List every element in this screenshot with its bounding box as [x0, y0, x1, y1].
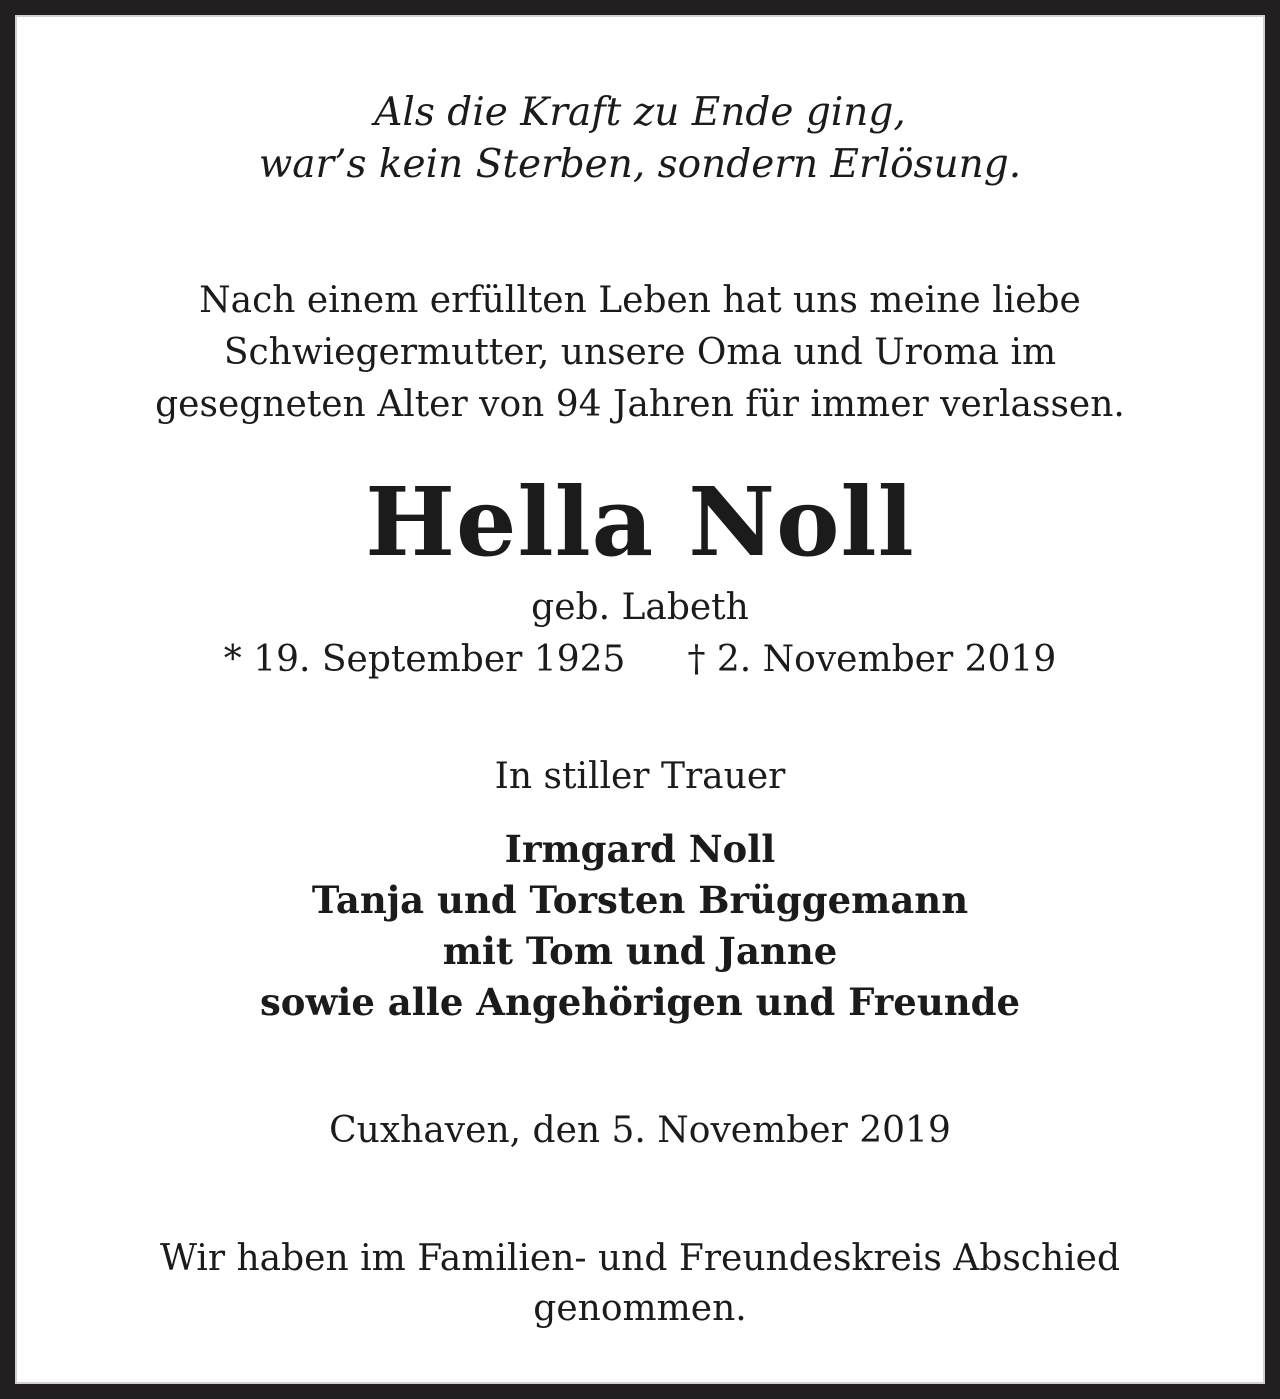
epigraph-line-2: war’s kein Sterben, sondern Erlösung. — [258, 142, 1022, 187]
epigraph-line-1: Als die Kraft zu Ende ging, — [374, 90, 906, 135]
closing-line-1: Wir haben im Familien- und Freundeskreis Abschied — [159, 1238, 1121, 1279]
mourner-line-1: Irmgard Noll — [504, 827, 776, 871]
death-date: † 2. November 2019 — [687, 639, 1057, 680]
life-dates — [224, 638, 1057, 682]
intro-paragraph — [155, 275, 1125, 431]
intro-line-3: gesegneten Alter von 94 Jahren für immer verlassen. — [155, 384, 1125, 425]
mourning-heading: In stiller Trauer — [494, 756, 786, 797]
intro-line-1: Nach einem erfüllten Leben hat uns meine liebe — [199, 280, 1081, 321]
deceased-name: Hella Noll — [365, 467, 915, 578]
closing-line-2: genommen. — [533, 1288, 747, 1329]
mourners-list — [260, 824, 1020, 1028]
intro-line-2: Schwiegermutter, unsere Oma und Uroma im — [223, 332, 1057, 373]
epigraph — [259, 87, 1021, 191]
closing-statement — [160, 1234, 1120, 1334]
mourner-line-4: sowie alle Angehörigen und Freunde — [259, 980, 1021, 1024]
mourner-line-3: mit Tom und Janne — [442, 929, 838, 973]
mourner-line-2: Tanja und Torsten Brüggemann — [311, 878, 969, 922]
place-and-date: Cuxhaven, den 5. November 2019 — [329, 1110, 951, 1151]
maiden-name: geb. Labeth — [531, 587, 749, 628]
birth-date: * 19. September 1925 — [223, 639, 626, 680]
notice-content — [15, 15, 1265, 1384]
